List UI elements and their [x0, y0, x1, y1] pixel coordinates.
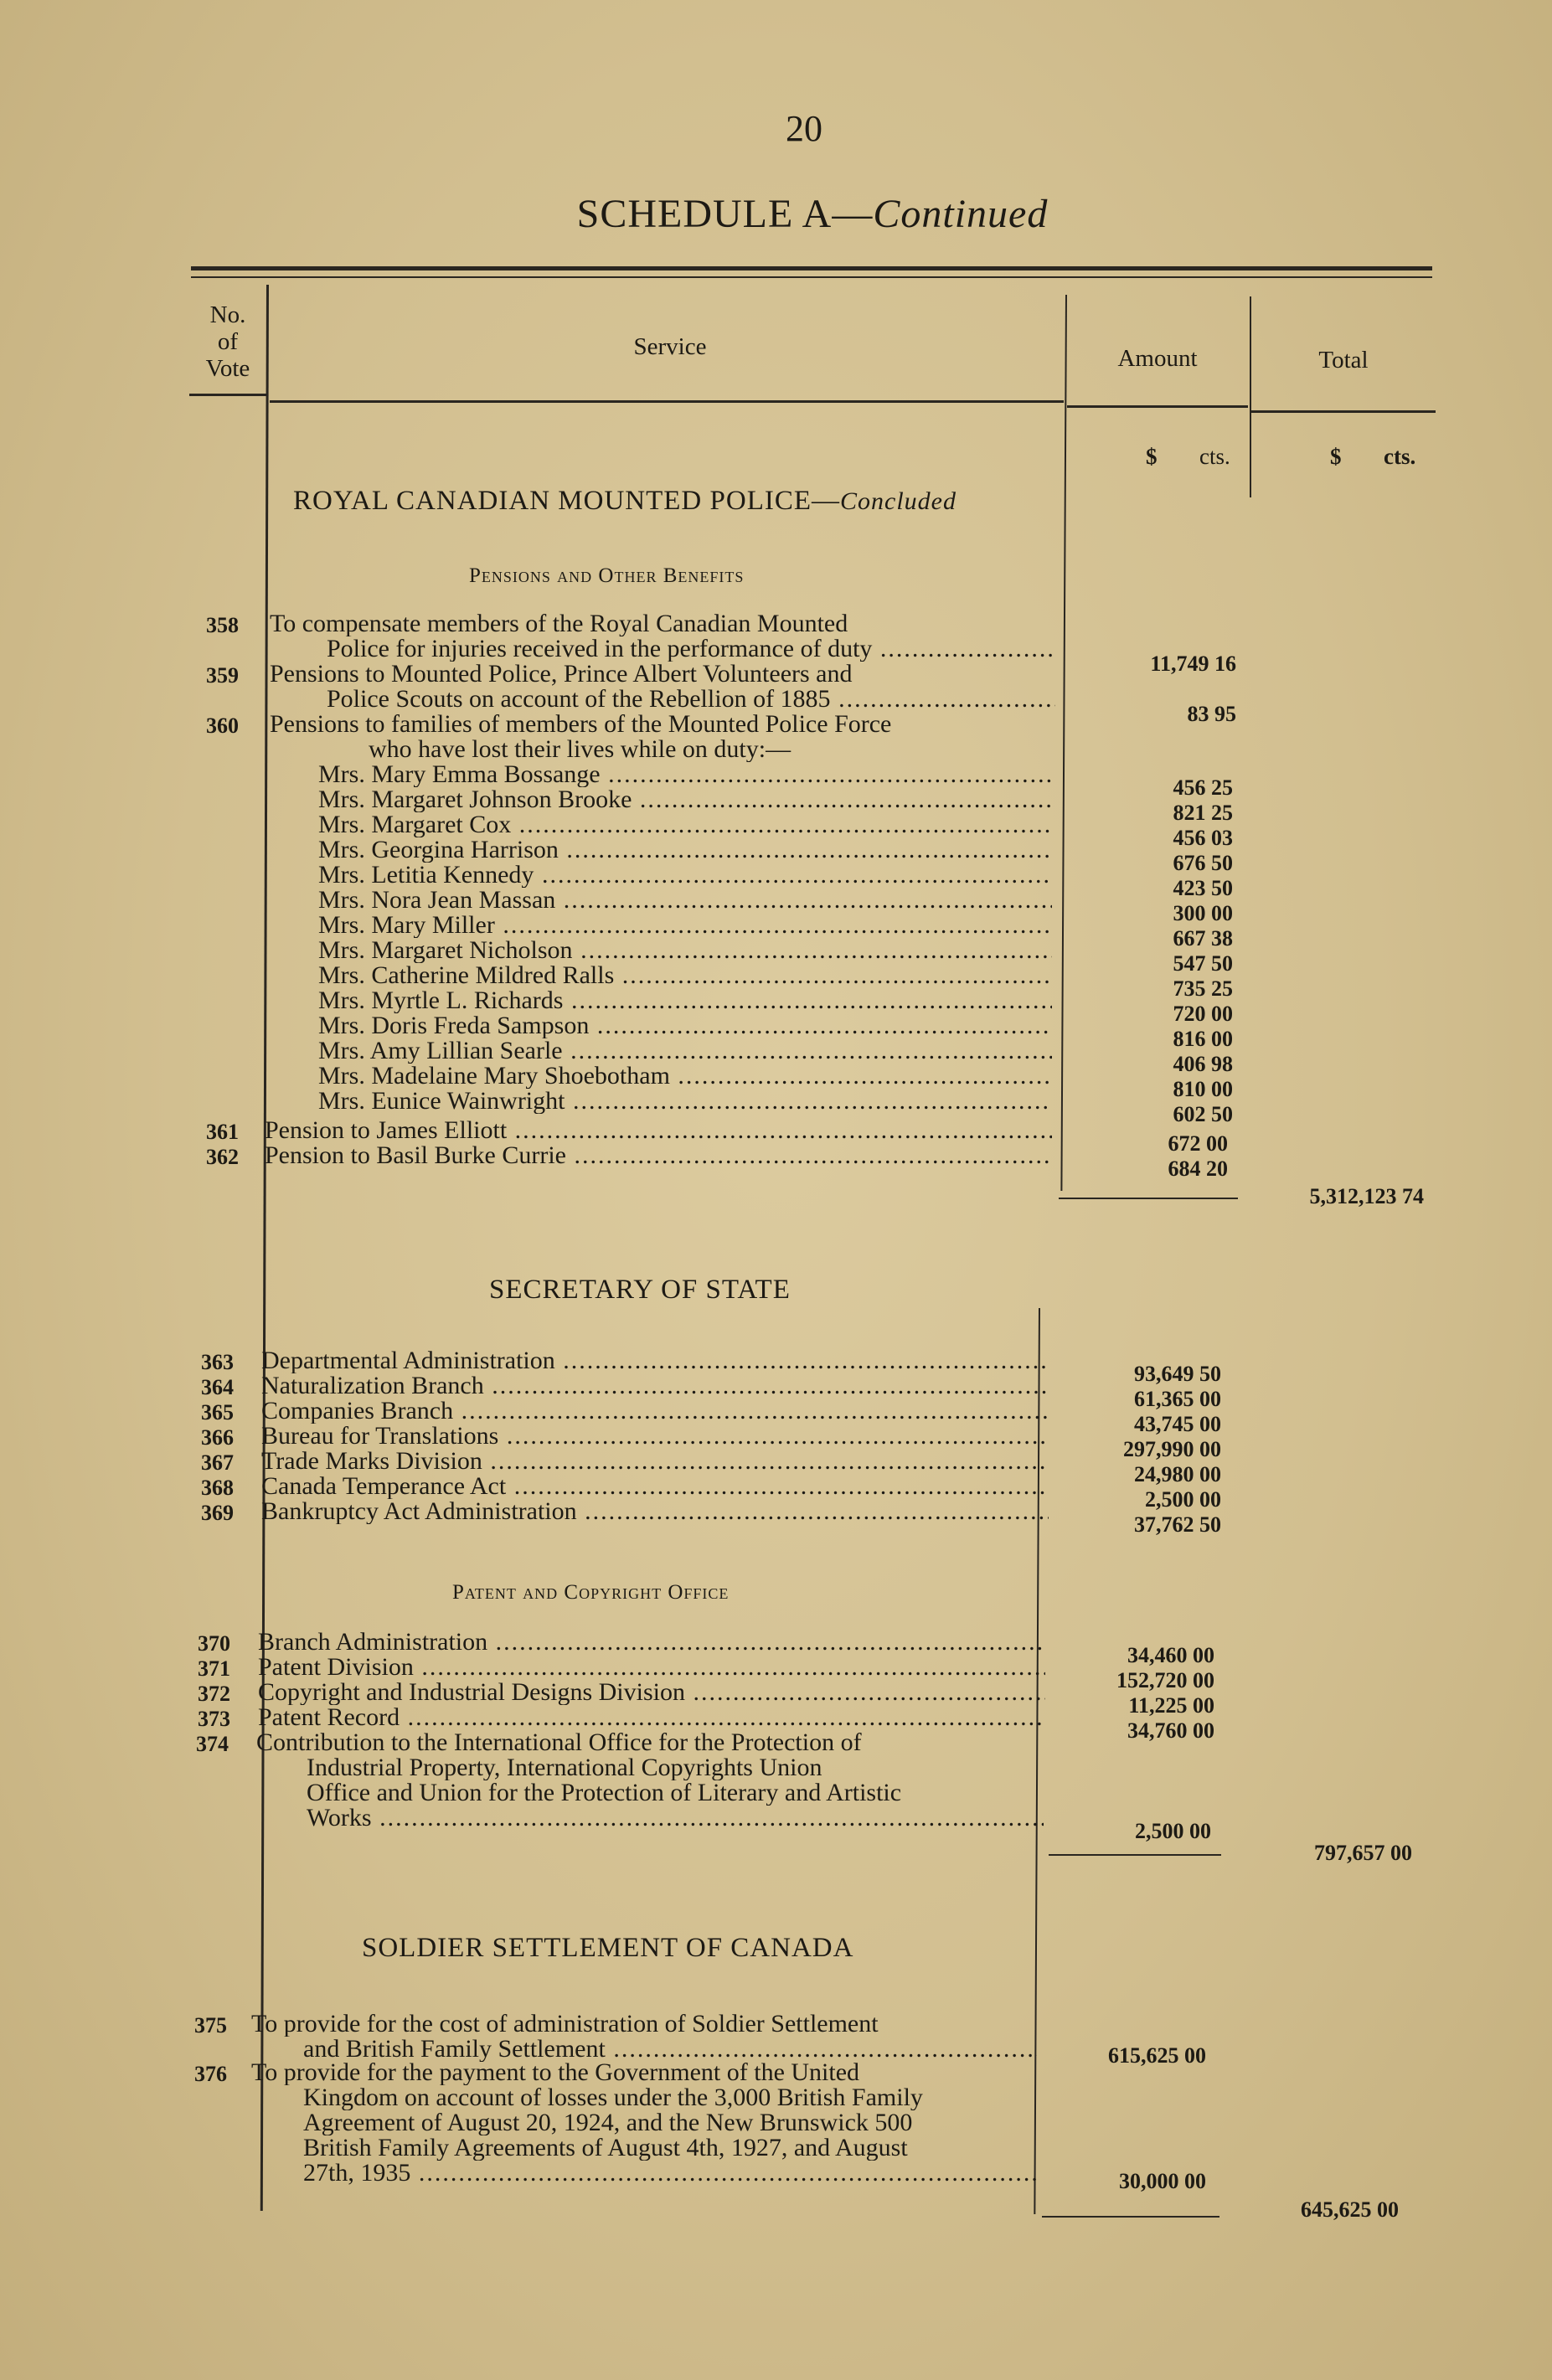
widow-pension-amount: 821 25: [1173, 801, 1233, 825]
page-number: 20: [786, 108, 822, 149]
vote-375-line2: and British Family Settlement .....: [303, 2037, 1037, 2062]
vote-column-divider: [260, 285, 269, 2211]
header-vote-line2: of: [217, 328, 239, 355]
rcmp-subtotal-rule: [1059, 1198, 1238, 1199]
vote-376-line2: Kingdom on account of losses under the 3,000 British Family: [303, 2085, 923, 2110]
vote-374-line4: Works .....: [307, 1806, 1044, 1831]
widow-pension-name: Mrs. Mary Miller .....: [318, 913, 1052, 938]
service-amount: 297,990 00: [1123, 1437, 1221, 1461]
service-item: Trade Marks Division .....: [261, 1449, 1049, 1474]
vote-375-line1: To provide for the cost of administration of Soldier Settlement: [251, 2012, 879, 2037]
vote-376-line5: 27th, 1935 .....: [303, 2161, 1037, 2186]
vote-number: 371: [198, 1656, 230, 1681]
widow-pension-amount: 547 50: [1173, 951, 1233, 976]
service-item: Naturalization Branch .....: [261, 1373, 1049, 1399]
widow-pension-name: Mrs. Amy Lillian Searle .....: [318, 1038, 1052, 1064]
vote-374-number: 374: [196, 1732, 229, 1756]
top-rule-thin: [191, 276, 1432, 278]
schedule-heading: SCHEDULE A—Continued: [576, 192, 1049, 236]
schedule-subtitle: Continued: [873, 192, 1049, 236]
header-rule-amount: [1067, 405, 1248, 408]
header-vote-line1: No.: [209, 301, 246, 328]
service-amount: 24,980 00: [1134, 1462, 1221, 1486]
widow-pension-amount: 456 25: [1173, 775, 1233, 800]
vote-number: 369: [201, 1501, 234, 1525]
vote-376-amount: 30,000 00: [1119, 2169, 1206, 2193]
header-service: Service: [633, 333, 707, 360]
service-item: Patent Division .....: [258, 1655, 1045, 1680]
patent-subsection-title: Patent and Copyright Office: [452, 1581, 730, 1604]
service-item: Bankruptcy Act Administration .....: [261, 1499, 1049, 1524]
soldier-subtotal-rule: [1042, 2216, 1219, 2218]
widow-pension-name: Mrs. Margaret Johnson Brooke .....: [318, 787, 1052, 812]
vote-362-number: 362: [206, 1145, 239, 1169]
widow-pension-amount: 667 38: [1173, 926, 1233, 950]
vote-374-amount: 2,500 00: [1135, 1819, 1211, 1843]
vote-359-line1: Pensions to Mounted Police, Prince Albert Volunteers and: [270, 662, 853, 687]
service-amount: 93,649 50: [1134, 1362, 1221, 1386]
amount-column-divider-upper: [1060, 295, 1067, 1191]
vote-360-number: 360: [206, 713, 239, 738]
rcmp-section-title: ROYAL CANADIAN MOUNTED POLICE—Concluded: [293, 486, 956, 516]
vote-359-number: 359: [206, 663, 239, 688]
widow-pension-amount: 735 25: [1173, 976, 1233, 1001]
vote-375-amount: 615,625 00: [1108, 2043, 1206, 2068]
service-amount: 34,760 00: [1127, 1718, 1214, 1743]
service-amount: 2,500 00: [1145, 1487, 1221, 1512]
vote-358-line2: Police for injuries received in the performance of duty .....: [327, 636, 1055, 662]
total-column-divider: [1250, 296, 1251, 497]
vote-number: 370: [198, 1631, 230, 1656]
widow-pension-amount: 406 98: [1173, 1052, 1233, 1076]
amount-dollar-sign: $: [1146, 444, 1158, 469]
widow-pension-name: Mrs. Nora Jean Massan .....: [318, 888, 1052, 913]
vote-376-line1: To provide for the payment to the Government of the United: [251, 2060, 860, 2085]
widow-pension-amount: 423 50: [1173, 876, 1233, 900]
vote-number: 367: [201, 1450, 234, 1475]
widow-pension-name: Mrs. Catherine Mildred Ralls .....: [318, 963, 1052, 988]
vote-number: 363: [201, 1350, 234, 1374]
soldier-total: 645,625 00: [1301, 2197, 1399, 2222]
service-amount: 34,460 00: [1127, 1643, 1214, 1667]
vote-361-number: 361: [206, 1120, 239, 1144]
total-dollar-sign: $: [1330, 444, 1342, 469]
top-rule-thick: [191, 266, 1432, 270]
vote-358-number: 358: [206, 613, 239, 637]
vote-360-line2: who have lost their lives while on duty:—: [369, 737, 791, 762]
vote-361-text: Pension to James Elliott .....: [265, 1118, 1052, 1143]
soldier-section-title: SOLDIER SETTLEMENT OF CANADA: [362, 1933, 854, 1963]
secretary-section-title: SECRETARY OF STATE: [489, 1275, 791, 1305]
vote-number: 372: [198, 1682, 230, 1706]
widow-pension-name: Mrs. Letitia Kennedy .....: [318, 863, 1052, 888]
widow-pension-name: Mrs. Eunice Wainwright .....: [318, 1089, 1052, 1114]
amount-cents-label: cts.: [1199, 444, 1230, 469]
header-rule-vote: [189, 394, 266, 396]
vote-376-line4: British Family Agreements of August 4th, 1927, and August: [303, 2135, 908, 2161]
vote-374-line2: Industrial Property, International Copyrights Union: [307, 1755, 822, 1780]
vote-375-number: 375: [194, 2013, 227, 2037]
service-amount: 11,225 00: [1128, 1693, 1214, 1718]
vote-number: 364: [201, 1375, 234, 1399]
service-item: Bureau for Translations .....: [261, 1424, 1049, 1449]
vote-359-amount: 83 95: [1187, 702, 1236, 726]
service-item: Companies Branch .....: [261, 1399, 1049, 1424]
widow-pension-amount: 816 00: [1173, 1027, 1233, 1051]
widow-pension-name: Mrs. Margaret Cox .....: [318, 812, 1052, 837]
widow-pension-name: Mrs. Doris Freda Sampson .....: [318, 1013, 1052, 1038]
vote-362-amount: 684 20: [1168, 1157, 1228, 1181]
widow-pension-name: Mrs. Georgina Harrison .....: [318, 837, 1052, 863]
widow-pension-name: Mrs. Mary Emma Bossange .....: [318, 762, 1052, 787]
vote-376-number: 376: [194, 2062, 227, 2086]
vote-358-line1: To compensate members of the Royal Canadian Mounted: [270, 611, 848, 636]
service-item: Departmental Administration .....: [261, 1348, 1049, 1373]
widow-pension-name: Mrs. Myrtle L. Richards .....: [318, 988, 1052, 1013]
schedule-title: SCHEDULE A: [576, 192, 833, 236]
service-amount: 61,365 00: [1134, 1387, 1221, 1411]
vote-374-line3: Office and Union for the Protection of Literary and Artistic: [307, 1780, 902, 1806]
widow-pension-amount: 456 03: [1173, 826, 1233, 850]
widow-pension-amount: 300 00: [1173, 901, 1233, 925]
widow-pension-name: Mrs. Madelaine Mary Shoebotham .....: [318, 1064, 1052, 1089]
vote-358-amount: 11,749 16: [1150, 652, 1236, 676]
widow-pension-amount: 810 00: [1173, 1077, 1233, 1101]
header-rule-total: [1251, 410, 1436, 413]
vote-number: 373: [198, 1707, 230, 1731]
service-amount: 43,745 00: [1134, 1412, 1221, 1436]
vote-376-line3: Agreement of August 20, 1924, and the New Brunswick 500: [303, 2110, 913, 2135]
service-amount: 37,762 50: [1134, 1512, 1221, 1537]
vote-number: 366: [201, 1425, 234, 1450]
rcmp-total: 5,312,123 74: [1309, 1184, 1424, 1208]
vote-360-line1: Pensions to families of members of the Mounted Police Force: [270, 712, 892, 737]
service-item: Patent Record .....: [258, 1705, 1045, 1730]
service-amount: 152,720 00: [1116, 1668, 1214, 1692]
widow-pension-name: Mrs. Margaret Nicholson .....: [318, 938, 1052, 963]
service-item: Branch Administration .....: [258, 1630, 1045, 1655]
header-total: Total: [1318, 347, 1369, 373]
widow-pension-amount: 602 50: [1173, 1102, 1233, 1126]
vote-362-text: Pension to Basil Burke Currie .....: [265, 1143, 1052, 1168]
total-cents-label: cts.: [1384, 444, 1416, 469]
vote-number: 368: [201, 1476, 234, 1500]
header-vote-line3: Vote: [205, 355, 250, 382]
rcmp-subsection-title: Pensions and Other Benefits: [469, 564, 745, 587]
service-item: Copyright and Industrial Designs Division .....: [258, 1680, 1045, 1705]
widow-pension-amount: 676 50: [1173, 851, 1233, 875]
secretary-total: 797,657 00: [1314, 1841, 1412, 1865]
vote-359-line2: Police Scouts on account of the Rebellion of 1885 .....: [327, 687, 1055, 712]
vote-361-amount: 672 00: [1168, 1131, 1228, 1156]
header-vote: [189, 301, 266, 382]
service-item: Canada Temperance Act .....: [261, 1474, 1049, 1499]
vote-number: 365: [201, 1400, 234, 1424]
widow-pension-amount: 720 00: [1173, 1002, 1233, 1026]
secretary-subtotal-rule: [1049, 1854, 1221, 1856]
header-amount: Amount: [1117, 345, 1198, 372]
vote-374-line1: Contribution to the International Office for the Protection of: [256, 1730, 862, 1755]
header-rule-service: [270, 400, 1064, 403]
